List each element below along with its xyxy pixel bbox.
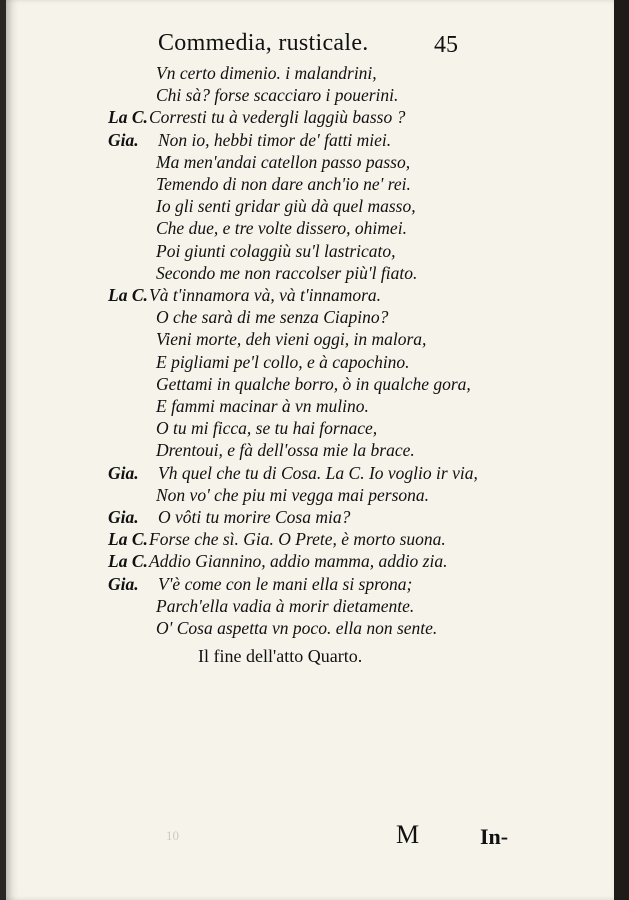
verse-text: O vôti tu morire Cosa mia? — [158, 507, 351, 527]
page-number: 45 — [434, 32, 458, 58]
verse-text: E fammi macinar à vn mulino. — [156, 396, 369, 416]
verse-text: Forse che sì. Gia. O Prete, è morto suona. — [149, 529, 446, 550]
speaker-label: Gia. — [108, 462, 139, 483]
catchword: In- — [480, 824, 509, 849]
speaker-label: La C. — [108, 107, 148, 128]
verse-text: Corresti tu à vedergli laggiù basso ? — [149, 107, 406, 128]
verse-text: Addio Giannino, addio mamma, addio zia. — [149, 551, 448, 572]
verse-text: V'è come con le mani ella si sprona; — [158, 573, 413, 594]
verse-text: Và t'innamora và, và t'innamora. — [149, 285, 382, 305]
verse-text: O che sarà di me senza Ciapino? — [156, 307, 389, 328]
verse-line — [6, 462, 606, 484]
verse-text: Che due, e tre volte dissero, ohimei. — [156, 218, 407, 239]
verse-line — [6, 306, 606, 328]
verse-text: O' Cosa aspetta vn poco. ella non sente. — [156, 618, 438, 638]
verse-text: Gettami in qualche borro, ò in qualche gora, — [156, 373, 471, 394]
verse-line — [6, 129, 606, 151]
verse-text: Non io, hebbi timor de' fatti miei. — [158, 129, 392, 150]
book-page — [6, 0, 620, 900]
verse-line — [6, 151, 606, 173]
verse-line — [6, 417, 606, 439]
verse-text: Chi sà? forse scacciaro i pouerini. — [156, 85, 399, 106]
verse-line — [6, 195, 606, 217]
verse-text: Drentoui, e fà dell'ossa mie la brace. — [156, 440, 415, 461]
running-header: Commedia, rusticale. — [158, 30, 369, 56]
verse-line — [6, 106, 606, 128]
verse-line — [6, 484, 606, 506]
speaker-label: Gia. — [108, 129, 139, 150]
verse-text: Parch'ella vadia à morir dietamente. — [156, 595, 415, 616]
verse-line — [6, 173, 606, 195]
speaker-label: Gia. — [108, 507, 139, 527]
speaker-label: La C. — [108, 551, 148, 572]
verse-line — [6, 506, 606, 528]
verse-line — [6, 617, 606, 639]
verse-text: Ma men'andai catellon passo passo, — [156, 151, 411, 172]
verse-line — [6, 240, 606, 262]
verse-text: Secondo me non raccolser più'l fiato. — [156, 262, 418, 283]
verse-text: Vh quel che tu di Cosa. La C. Io voglio ir via, — [158, 462, 478, 483]
verse-line — [6, 328, 606, 350]
verse-line — [6, 262, 606, 284]
verse-line — [6, 595, 606, 617]
verse-line — [6, 395, 606, 417]
verse-line — [6, 351, 606, 373]
speaker-label: La C. — [108, 529, 148, 550]
bleed-through-mark: 10 — [166, 828, 179, 843]
signature-mark: M — [396, 820, 420, 849]
verse-text: Non vo' che piu mi vegga mai persona. — [156, 484, 430, 505]
page-edge-right — [614, 0, 629, 900]
speaker-label: La C. — [108, 285, 148, 305]
act-closing: Il fine dell'atto Quarto. — [198, 646, 363, 666]
verse-line — [6, 284, 606, 306]
speaker-label: Gia. — [108, 573, 139, 594]
verse-line — [6, 62, 606, 84]
verse-line — [6, 528, 606, 550]
verse-line — [6, 373, 606, 395]
verse-text: Temendo di non dare anch'io ne' rei. — [156, 174, 411, 194]
verse-text: Vn certo dimenio. i malandrini, — [156, 63, 377, 83]
verse-line — [6, 217, 606, 239]
verse-text: E pigliami pe'l collo, e à capochino. — [156, 351, 410, 372]
verse-line — [6, 550, 606, 572]
verse-text: Io gli senti gridar giù dà quel masso, — [156, 196, 416, 217]
verse-line — [6, 84, 606, 106]
verse-text: Vieni morte, deh vieni oggi, in malora, — [156, 329, 427, 350]
verse-text: O tu mi ficca, se tu hai fornace, — [156, 418, 378, 439]
verse-line — [6, 573, 606, 595]
verse-line — [6, 439, 606, 461]
verse-text: Poi giunti colaggiù su'l lastricato, — [156, 240, 396, 261]
